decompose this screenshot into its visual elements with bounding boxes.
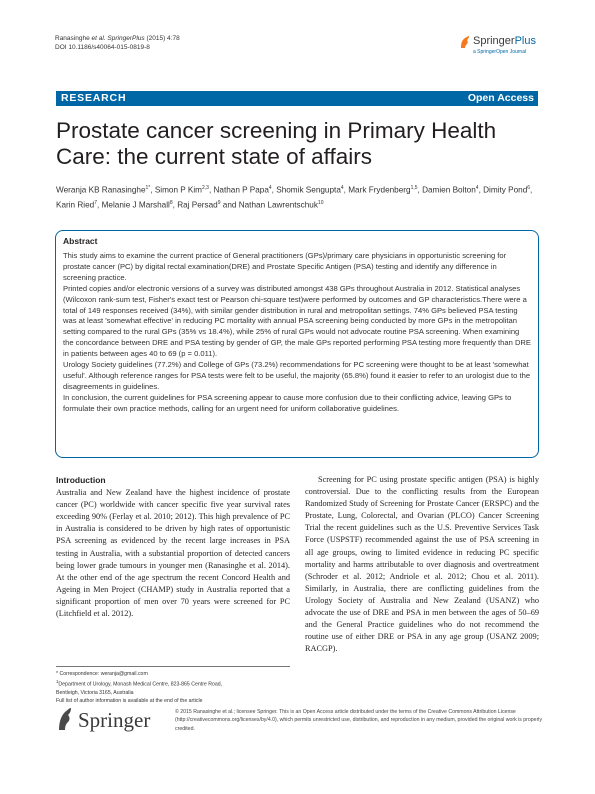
author-name: Shomik Sengupta	[276, 185, 341, 195]
author-affiliation-sup: 1*	[145, 185, 151, 191]
logo-springer-text: Springer	[473, 35, 515, 47]
author-affiliation-sup: 6	[527, 185, 531, 191]
citation-header	[55, 34, 180, 52]
body-paragraph: Screening for PC using prostate specific antigen (PSA) is highly controversial. Due to the conflicting results from the European Randomized Study of Screening for Prostate Cancer (ERSPC) and the Prostate, Lung, Colorectal, and Ovarian (PLCO) Cancer Screening Trial the recent guidelines such as the U.S. Preventive Services Task Force (USPSTF) recommended against the use of PSA screening in all age groups, owing to limited evidence in reducing PC specific mortality and harms attributable to over diagnosis and overtreatment (Schroder et al. 2012; Andriole et al. 2012; Chou et al. 2011). Similarly, in Australia, there are conflicting guidelines from the Urology Society of Australia and New Zealand (USANZ) who advocate the use of DRE and PSA in men between the ages of 50–69 and the General Practice guidelines who do not recommend the routine use of either DRE or PSA in any age group (USANZ 2009; RACGP).	[305, 475, 539, 654]
author-name: Raj Persad	[177, 200, 218, 210]
affiliation-sup: 1	[56, 679, 59, 685]
article-type-band	[56, 91, 538, 106]
abstract-heading: Abstract	[63, 236, 98, 246]
author-name: Damien Bolton	[422, 185, 476, 195]
abstract-box	[55, 230, 539, 458]
citation-line	[55, 34, 180, 43]
author-affiliation-sup: 10	[317, 200, 324, 207]
license-text: © 2015 Ranasinghe et al.; licensee Springer. This is an Open Access article distributed under the terms of the Creative Commons Attribution License (http://creativecommons.org/licenses/by/4.0), which permits unrestricted use, distribution, and reproduction in any medium, provided the original work is properly credited.	[175, 709, 543, 732]
springerplus-logo[interactable]	[459, 35, 549, 63]
introduction-heading: Introduction	[56, 475, 106, 485]
author-conjunction: and	[222, 200, 237, 210]
author-affiliation-sup: 4	[268, 185, 272, 191]
citation-etal: et al.	[91, 35, 106, 42]
citation-authors: Ranasinghe	[55, 35, 90, 42]
author-affiliation-sup: 1,5	[410, 185, 418, 191]
body-column-right	[305, 474, 539, 655]
author-name: Nathan Lawrentschuk	[238, 200, 318, 210]
author-affiliation-sup: 7	[94, 200, 98, 207]
author-affiliation-sup: 9	[217, 200, 221, 207]
author-affiliation-sup: 4	[340, 185, 344, 191]
author-name: Nathan P Papa	[213, 185, 269, 195]
author-affiliation-sup: 2,3	[201, 185, 209, 191]
citation-volume: (2015) 4:78	[146, 35, 180, 42]
author-name: Melanie J Marshall	[101, 200, 170, 210]
author-list: Weranja KB Ranasinghe$^{1*}$, Simon P Kim$^{2,3}$, Nathan P Papa$^4$, Shomik Sengupta$^4$, Mark Frydenberg$^{1,5}$, Damien Bolton$^4$, Dimity Pond$^6$, Karin Ried$^7$, Melanie J Marshall$^8$, Raj Persad$^9$ and Nathan Lawrentschuk$^{10}$	[56, 185, 533, 210]
author-name: Simon P Kim	[154, 185, 202, 195]
affiliation	[56, 678, 290, 689]
logo-tagline: a SpringerOpen Journal	[473, 49, 527, 55]
logo-plus-text: Plus	[514, 35, 536, 47]
correspondence-footnote	[56, 666, 290, 706]
body-paragraph: Australia and New Zealand have the highest incidence of prostate cancer (PC) worldwide with cancer specific five year survival rates exceeding 90% (Ferlay et al. 2010; 2012). This high prevalence of PC in Australia is considered to be driven by high rates of opportunistic PSA screening as evidenced by the recent large increases in PSA testing in Australia, with a substantial proportion of detected cancers being lower grade tumours in younger men (Ranasinghe et al. 2014). At the other end of the age spectrum the recent Concord Health and Ageing in Men Project (CHAMP) study in Australia reported that a significant proportion of men over 70 years were screened for PC (Litchfield et al. 2012).	[56, 488, 290, 619]
article-title: Prostate cancer screening in Primary Health Care: the current state of affairs	[56, 118, 497, 169]
doi-link[interactable]: DOI 10.1186/s40064-015-0819-8	[55, 44, 150, 51]
author-name: Dimity Pond	[483, 185, 528, 195]
author-name: Karin Ried	[56, 200, 95, 210]
author-name: Weranja KB Ranasinghe	[56, 185, 146, 195]
correspondence-email[interactable]: * Correspondence: weranja@gmail.com	[56, 671, 148, 677]
affiliation-line: Bentleigh, Victoria 3165, Australia	[56, 690, 134, 697]
affiliation-line: Department of Urology, Monash Medical Centre, 823-865 Centre Road,	[58, 681, 223, 688]
springer-wordmark: Springer	[78, 708, 151, 732]
author-affiliation-sup: 8	[169, 200, 173, 207]
abstract-paragraph: Urology Society guidelines (77.2%) and College of GPs (73.2%) recommendations for PC screening were thought to be at least 'somewhat useful'. Although reference ranges for PSA tests were felt to be useful, the majority (65.8%) found it easier to refer to an urologist due to the disagreements in guidelines.	[63, 360, 531, 391]
open-access-label: Open Access	[467, 92, 534, 104]
body-column-left	[56, 474, 290, 620]
springer-publisher-logo[interactable]	[56, 707, 166, 737]
abstract-paragraph: Printed copies and/or electronic versions of a survey was distributed amongst 438 GPs throughout Australia in 2012. Statistical analyses (Wilcoxon rank-sum test, Fisher's exact test or Pearson chi-square test)were performed by outcomes and GP characteristics.There were a total of 149 responses received (34%), with similar gender distribution in rural and metropolitan settings. 74% GPs believed PSA testing was at least 'somewhat effective' in reducing PC mortality with annual PSA screening being conducted by more GPs in the metropolitan setting compared to the rural GPs (35% vs 18.4%), while 25% of rural GPs would not advocate routine PSA screening. When examining the concordance between DRE and PSA testing by gender of GP, the male GPs reported performing PSA testing more frequently than DRE in patients between ages 40 to 69 (p = 0.011).	[63, 283, 531, 359]
full-author-info-note: Full list of author information is available at the end of the article	[56, 698, 203, 705]
author-affiliation-sup: 4	[475, 185, 479, 191]
citation-journal: SpringerPlus	[107, 35, 145, 42]
abstract-paragraph: In conclusion, the current guidelines for PSA screening appear to cause more confusion due to their conflicting advice, leaving GPs to formulate their own practice methods, calling for an urgent need for uniform collaborative guidelines.	[63, 392, 512, 413]
author-name: Mark Frydenberg	[348, 185, 411, 195]
article-type-label: RESEARCH	[61, 92, 127, 104]
abstract-paragraph: This study aims to examine the current practice of General practitioners (GPs)/primary care physicians in opportunistic screening for prostate cancer (PC) by digital rectal examination(DRE) and Prostate Specific Antigen (PSA) testing and identify any difference in screening practice.	[63, 251, 507, 282]
springer-horse-icon	[56, 707, 74, 731]
springer-horse-icon	[459, 35, 471, 49]
